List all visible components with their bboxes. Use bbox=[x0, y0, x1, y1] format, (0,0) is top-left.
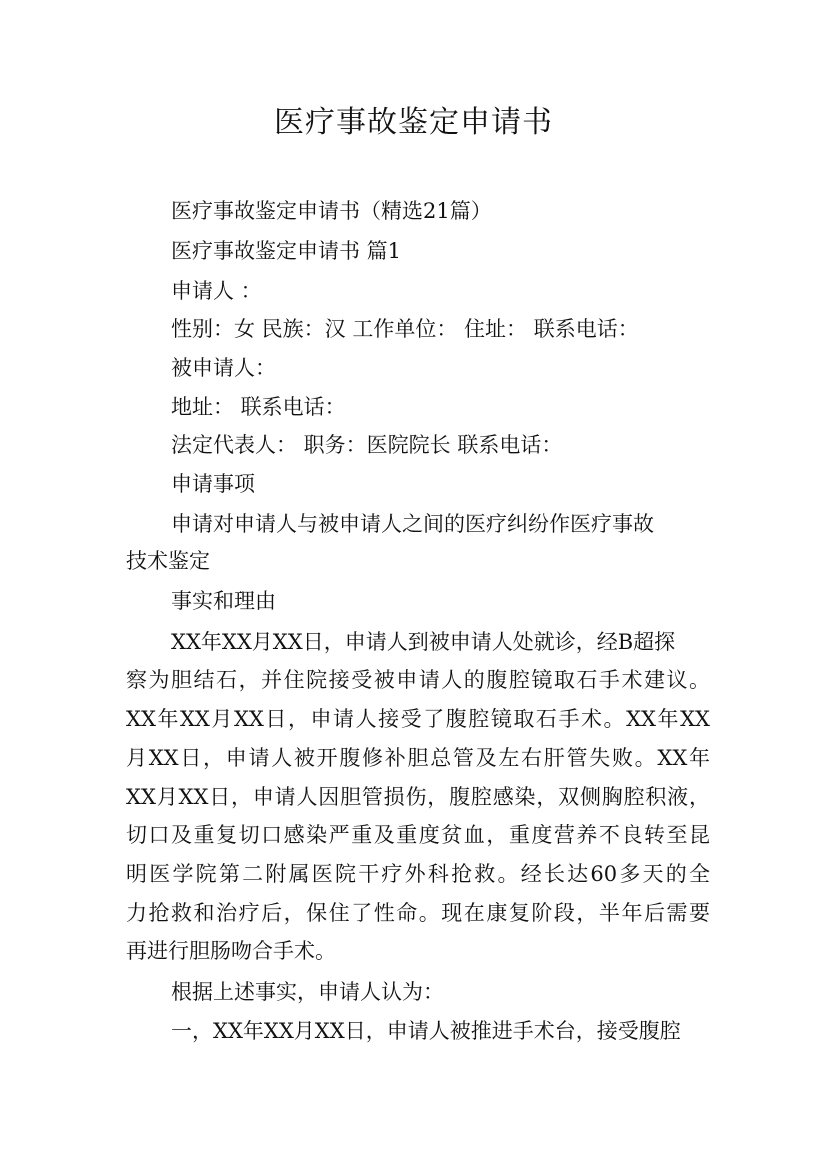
facts-heading: 事实和理由 bbox=[171, 589, 276, 613]
applicant-line: 申请人 ： bbox=[171, 279, 262, 303]
applicant-details-line: 性别：女 民族：汉 工作单位： 住址： 联系电话： bbox=[171, 317, 639, 341]
facts-text-line: 察为胆结石，并住院接受被申请人的腹腔镜取石手术建议。 bbox=[126, 668, 710, 692]
facts-text-line: 月XX日，申请人被开腹修补胆总管及左右肝管失败。XX年 bbox=[126, 746, 710, 770]
respondent-line: 被申请人： bbox=[171, 356, 276, 380]
respondent-address-line: 地址： 联系电话： bbox=[171, 395, 346, 419]
conclusion-intro-line: 根据上述事实，申请人认为： bbox=[171, 980, 444, 1004]
facts-text-line: 再进行胆肠吻合手术。 bbox=[126, 939, 336, 963]
request-heading: 申请事项 bbox=[171, 472, 255, 496]
legal-representative-line: 法定代表人： 职务：医院院长 联系电话： bbox=[171, 433, 563, 457]
facts-text-line: 明医学院第二附属医院干疗外科抢救。经长达60多天的全 bbox=[126, 862, 710, 886]
facts-text-line: XX年XX月XX日，申请人到被申请人处就诊，经B超探 bbox=[171, 630, 676, 654]
facts-text-line: 切口及重复切口感染严重及重度贫血，重度营养不良转至昆 bbox=[126, 823, 710, 847]
facts-text-line: XX月XX日，申请人因胆管损伤，腹腔感染，双侧胸腔积液， bbox=[126, 785, 710, 809]
subtitle-line: 医疗事故鉴定申请书（精选21篇） bbox=[171, 199, 492, 223]
conclusion-point-line: 一，XX年XX月XX日，申请人被推进手术台，接受腹腔 bbox=[171, 1019, 681, 1043]
facts-text-line: 力抢救和治疗后，保住了性命。现在康复阶段，半年后需要 bbox=[126, 901, 710, 925]
facts-text-line: XX年XX月XX日，申请人接受了腹腔镜取石手术。XX年XX bbox=[126, 707, 710, 731]
request-text-line: 申请对申请人与被申请人之间的医疗纠纷作医疗事故 bbox=[171, 512, 654, 536]
request-text-line: 技术鉴定 bbox=[126, 549, 210, 573]
document-title: 医疗事故鉴定申请书 bbox=[274, 105, 553, 140]
section-heading: 医疗事故鉴定申请书 篇1 bbox=[171, 239, 402, 263]
